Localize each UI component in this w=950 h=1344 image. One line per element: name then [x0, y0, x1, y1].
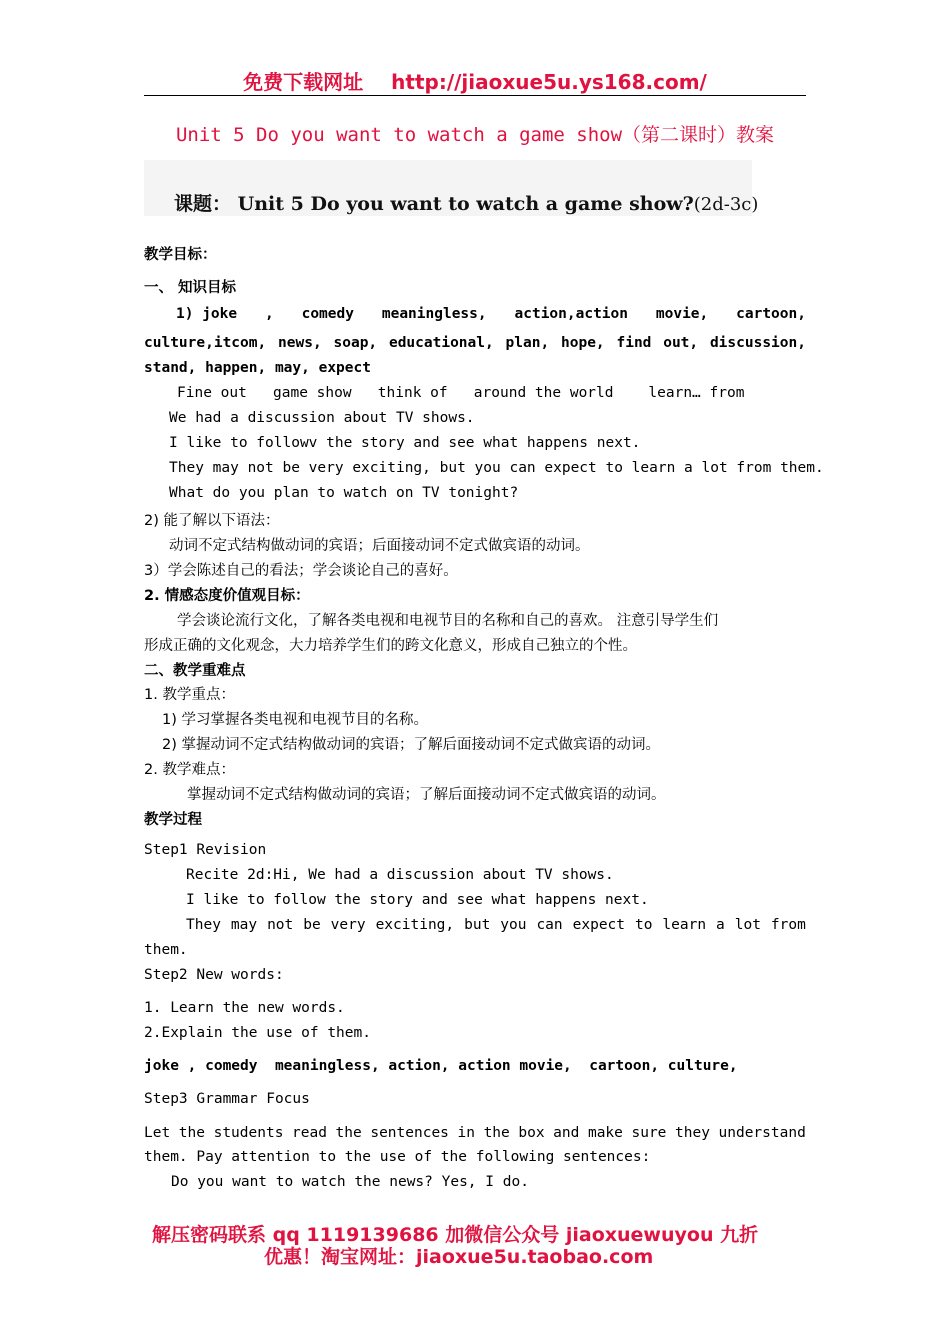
learn-item: 1. Learn the new words.	[144, 1000, 345, 1016]
step3-heading: Step3 Grammar Focus	[144, 1091, 310, 1107]
objectives-heading: 教学目标：	[144, 247, 217, 263]
focus-heading: 1. 教学重点：	[144, 687, 235, 703]
instruction-line-2: them. Pay attention to the use of the following sentences:	[144, 1149, 651, 1165]
footer-line-1: 解压密码联系 qq 1119139686 加微信公众号 jiaoxuewuyou 九折	[152, 1224, 759, 1246]
header-divider	[144, 95, 806, 96]
grammar-text: 动词不定式结构做动词的宾语；后面接动词不定式做宾语的动词。	[169, 538, 590, 554]
focus-item-2: 2) 掌握动词不定式结构做动词的宾语；了解后面接动词不定式做宾语的动词。	[162, 737, 660, 753]
process-heading: 教学过程	[144, 812, 202, 828]
topic-label: 课题：	[174, 193, 232, 215]
explain-item: 2.Explain the use of them.	[144, 1025, 371, 1041]
word-list-line-2: culture,itcom, news, soap, educational, plan, hope, find out, discussion,	[144, 335, 806, 351]
sentence-4: What do you plan to watch on TV tonight?	[169, 485, 519, 501]
emotion-heading: 2. 情感态度价值观目标：	[144, 588, 310, 604]
difficulty-item-1: 掌握动词不定式结构做动词的宾语；了解后面接动词不定式做宾语的动词。	[187, 787, 666, 803]
site-url-link[interactable]: http://jiaoxue5u.ys168.com/	[391, 70, 707, 94]
site-header	[0, 66, 950, 95]
new-words-list: joke , comedy meaningless, action, action movie, cartoon, culture,	[144, 1058, 738, 1074]
word-list-line-1: 1) joke , comedy meaningless, action,action movie, cartoon,	[176, 306, 806, 322]
word-list-line-3: stand, happen, may, expect	[144, 360, 371, 376]
key-points-heading: 二、教学重难点	[144, 663, 246, 679]
recite-line-1: Recite 2d:Hi, We had a discussion about TV shows.	[186, 867, 614, 883]
recite-line-3-end: them.	[144, 942, 188, 958]
difficulty-heading: 2. 教学难点：	[144, 762, 235, 778]
step2-heading: Step2 New words:	[144, 967, 284, 983]
emotion-line-2: 形成正确的文化观念，大力培养学生们的跨文化意义，形成自己独立的个性。	[144, 638, 637, 654]
instruction-line-1: Let the students read the sentences in the box and make sure they understand	[144, 1125, 806, 1141]
document-title: Unit 5 Do you want to watch a game show（第二课时）教案	[175, 124, 775, 146]
focus-item-1: 1) 学习掌握各类电视和电视节目的名称。	[162, 712, 428, 728]
recite-line-2: I like to follow the story and see what happens next.	[186, 892, 649, 908]
site-label: 免费下载网址	[243, 70, 364, 94]
topic-banner-text	[174, 189, 758, 216]
sentence-3: They may not be very exciting, but you can expect to learn a lot from them.	[169, 460, 824, 476]
phrases-line: Fine out game show think of around the world learn… from	[177, 385, 745, 401]
example-sentence: Do you want to watch the news? Yes, I do.	[171, 1174, 529, 1190]
topic-code: (2d-3c)	[693, 194, 759, 215]
sentence-1: We had a discussion about TV shows.	[169, 410, 475, 426]
grammar-heading: 2) 能了解以下语法：	[144, 513, 280, 529]
objective-point-3: 3）学会陈述自己的看法；学会谈论自己的喜好。	[144, 563, 458, 579]
sentence-2: I like to followv the story and see what happens next.	[169, 435, 641, 451]
emotion-line-1: 学会谈论流行文化，了解各类电视和电视节目的名称和自己的喜欢。 注意引导学生们	[177, 613, 719, 629]
footer-line-2: 优惠！淘宝网址：jiaoxue5u.taobao.com	[264, 1246, 654, 1268]
knowledge-heading: 一、 知识目标	[144, 280, 237, 296]
step1-heading: Step1 Revision	[144, 842, 267, 858]
recite-line-3: They may not be very exciting, but you can expect to learn a lot from	[186, 917, 806, 933]
topic-title: Unit 5 Do you want to watch a game show?	[237, 193, 694, 215]
